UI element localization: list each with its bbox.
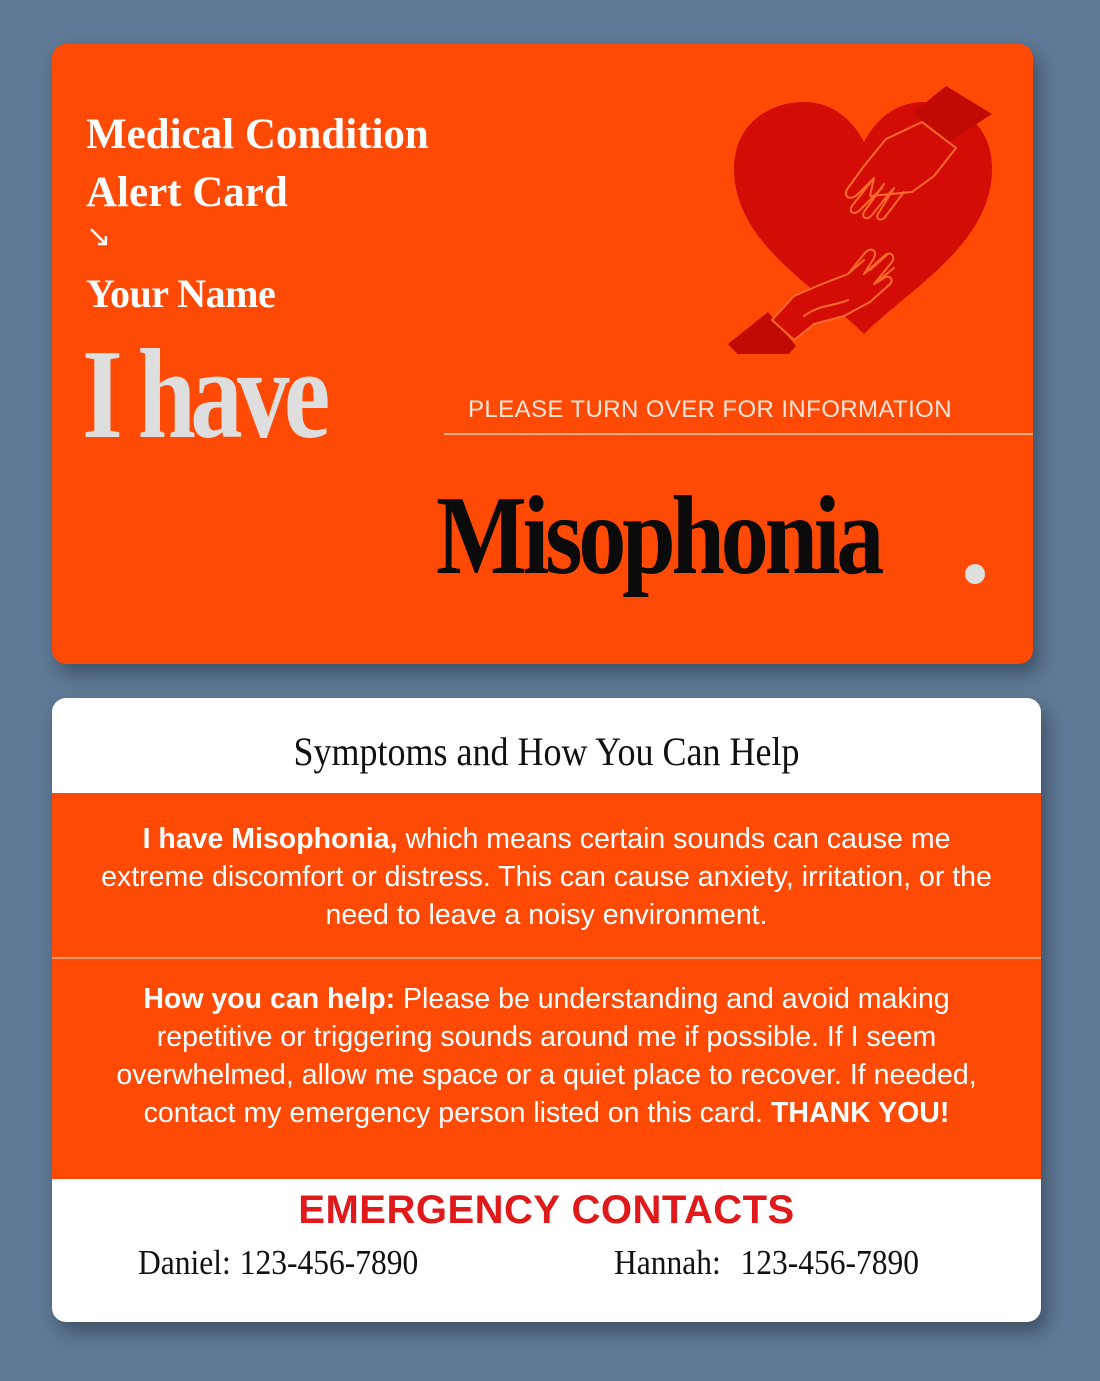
back-heading: Symptoms and How You Can Help xyxy=(293,729,800,774)
emergency-contact-1 xyxy=(138,1243,418,1283)
thank-you-text: THANK YOU! xyxy=(770,1097,950,1129)
emergency-contacts-title: EMERGENCY CONTACTS xyxy=(298,1188,795,1232)
period-dot xyxy=(965,564,985,584)
emergency-contact-2 xyxy=(614,1243,919,1283)
contact-phone: 123-456-7890 xyxy=(239,1243,419,1282)
i-have-text: I have xyxy=(82,323,325,465)
contact-name: Hannah: xyxy=(614,1243,721,1282)
card-title-line2: Alert Card xyxy=(86,169,288,216)
card-title xyxy=(86,106,429,222)
help-instructions xyxy=(92,980,1001,1132)
band-divider xyxy=(52,957,1041,959)
alert-card-back xyxy=(52,698,1041,1322)
turn-over-notice: PLEASE TURN OVER FOR INFORMATION xyxy=(468,396,952,423)
condition-description xyxy=(92,820,1001,934)
card-title-line1: Medical Condition xyxy=(86,111,429,158)
alert-card-front xyxy=(52,44,1033,664)
name-field: Your Name xyxy=(86,271,276,316)
help-instructions-bold: How you can help: xyxy=(143,983,396,1015)
help-instructions-text: Please be understanding and avoid making repetitive or triggering sounds around me if possible. If I seem overwhelmed, allow me space or a quiet place to recover. If needed, contact my emergency person listed on this card. xyxy=(116,983,977,1129)
contact-phone: 123-456-7890 xyxy=(740,1243,920,1282)
condition-description-text: which means certain sounds can cause me extreme discomfort or distress. This can cause anxiety, irritation, or the need to leave a noisy environment. xyxy=(101,823,992,931)
arrow-down-right-icon: ↘ xyxy=(86,220,112,253)
condition-name: Misophonia xyxy=(436,474,881,598)
contact-name: Daniel: xyxy=(138,1243,231,1282)
heart-hands-icon xyxy=(724,84,999,354)
divider-line xyxy=(444,433,1033,435)
condition-description-bold: I have Misophonia, xyxy=(142,823,398,855)
